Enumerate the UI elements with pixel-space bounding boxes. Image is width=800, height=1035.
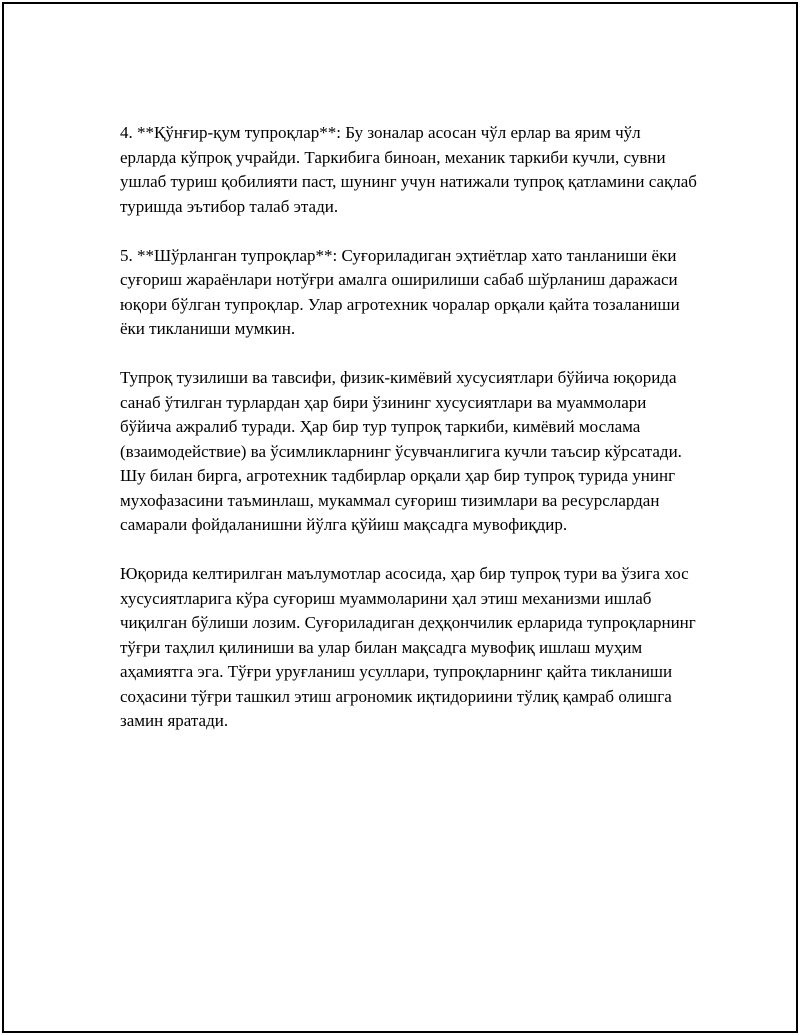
paragraph-brown-sandy-soils: 4. **Қўнғир-қум тупроқлар**: Бу зоналар асосан чўл ерлар ва ярим чўл ерларда кўпроқ учрайди. Таркибига биноан, механик таркиби кучли, сувни ушлаб туриш қобилияти паст, шунинг учун натижали тупроқ қатламини сақлаб туришда эътибор талаб этади.: [120, 123, 697, 216]
paragraph-saline-soils: 5. **Шўрланган тупроқлар**: Суғориладиган эҳтиётлар хато танланиши ёки суғориш жараёнлари нотўғри амалга оширилиши сабаб шўрланиш даражаси юқори бўлган тупроқлар. Улар агротехник чоралар орқали қайта тозаланиши ёки тикланиши мумкин.: [120, 245, 680, 338]
document-page: [2, 2, 798, 1033]
paragraph-conclusion: Юқорида келтирилган маълумотлар асосида, ҳар бир тупроқ тури ва ўзига хос хусусиятларига кўра суғориш муаммоларини ҳал этиш механизми ишлаб чиқилган бўлиши лозим. Суғориладиган деҳқончилик ерларида тупроқларнинг тўғри таҳлил қилиниши ва улар билан мақсадга мувофиқ ишлаш муҳим аҳамиятга эга. Тўғри уруғланиш усуллари, тупроқларнинг қайта тикланиши соҳасини тўғри ташкил этиш агрономик иқтидориини тўлиқ қамраб олишга замин яратади.: [120, 564, 696, 730]
paragraph-soil-structure: Тупроқ тузилиши ва тавсифи, физик-кимёвий хусусиятлари бўйича юқорида санаб ўтилган турлардан ҳар бири ўзининг хусусиятлари ва муаммолари бўйича ажралиб туради. Ҳар бир тур тупроқ таркиби, кимёвий мослама (взаимодействие) ва ўсимликларнинг ўсувчанлигига кучли таъсир кўрсатади. Шу билан бирга, агротехник тадбирлар орқали ҳар бир тупроқ турида унинг мухофазасини таъминлаш, мукаммал суғориш тизимлари ва ресурслардан самарали фойдаланишни йўлга қўйиш мақсадга мувофиқдир.: [120, 368, 682, 534]
document-body: [120, 121, 700, 758]
